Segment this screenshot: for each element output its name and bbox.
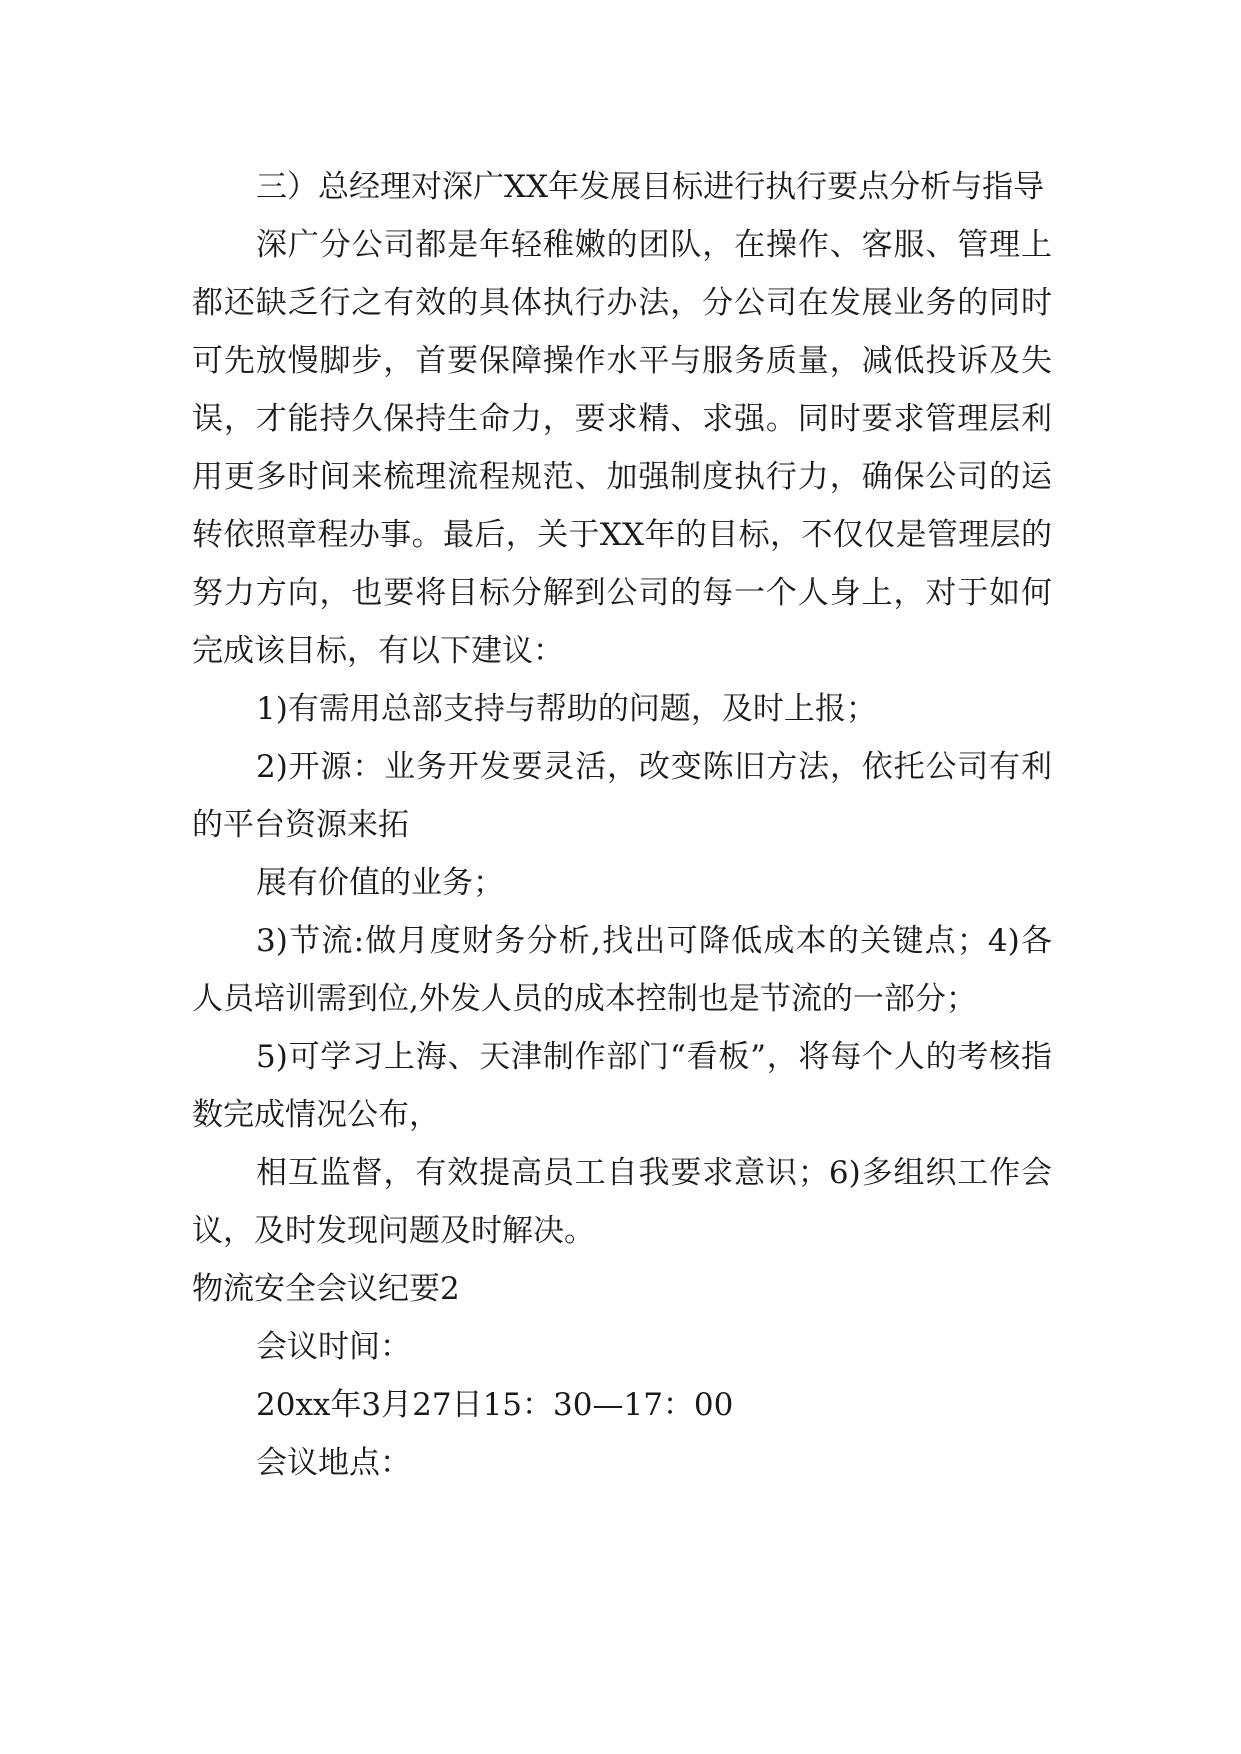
document-title: 物流安全会议纪要2: [192, 1271, 460, 1307]
body-paragraph: 深广分公司都是年轻稚嫩的团队，在操作、客服、管理上都还缺乏行之有效的具体执行办法，分公司在发展业务的同时可先放慢脚步，首要保障操作水平与服务质量，减低投诉及失误，才能持久保持生命力，要求精、求强。同时要求管理层利用更多时间来梳理流程规范、加强制度执行力，确保公司的运转依照章程办事。最后，关于XX年的目标，不仅仅是管理层的努力方向，也要将目标分解到公司的每一个人身上，对于如何完成该目标，有以下建议：: [192, 227, 1052, 669]
meeting-location-label: 会议地点：: [256, 1445, 411, 1481]
meeting-time-label: 会议时间：: [256, 1329, 411, 1365]
suggestion-item: 5)可学习上海、天津制作部门“看板”，将每个人的考核指数完成情况公布，: [192, 1039, 1052, 1133]
suggestion-item: 3)节流:做月度财务分析,找出可降低成本的关键点；4)各人员培训需到位,外发人员的成本控制也是节流的一部分；: [192, 923, 1052, 1017]
suggestion-item: 1)有需用总部支持与帮助的问题，及时上报；: [256, 691, 877, 727]
meeting-time-value: 20xx年3月27日15：30—17：00: [256, 1387, 734, 1423]
section-heading: 三）总经理对深广XX年发展目标进行执行要点分析与指导: [256, 169, 1045, 205]
suggestion-item: 2)开源：业务开发要灵活，改变陈旧方法，依托公司有利的平台资源来拓: [192, 749, 1052, 843]
document-body: [192, 158, 1052, 1492]
suggestion-item-continued: 相互监督，有效提高员工自我要求意识；6)多组织工作会议，及时发现问题及时解决。: [192, 1155, 1052, 1249]
suggestion-item-continued: 展有价值的业务；: [256, 865, 504, 901]
